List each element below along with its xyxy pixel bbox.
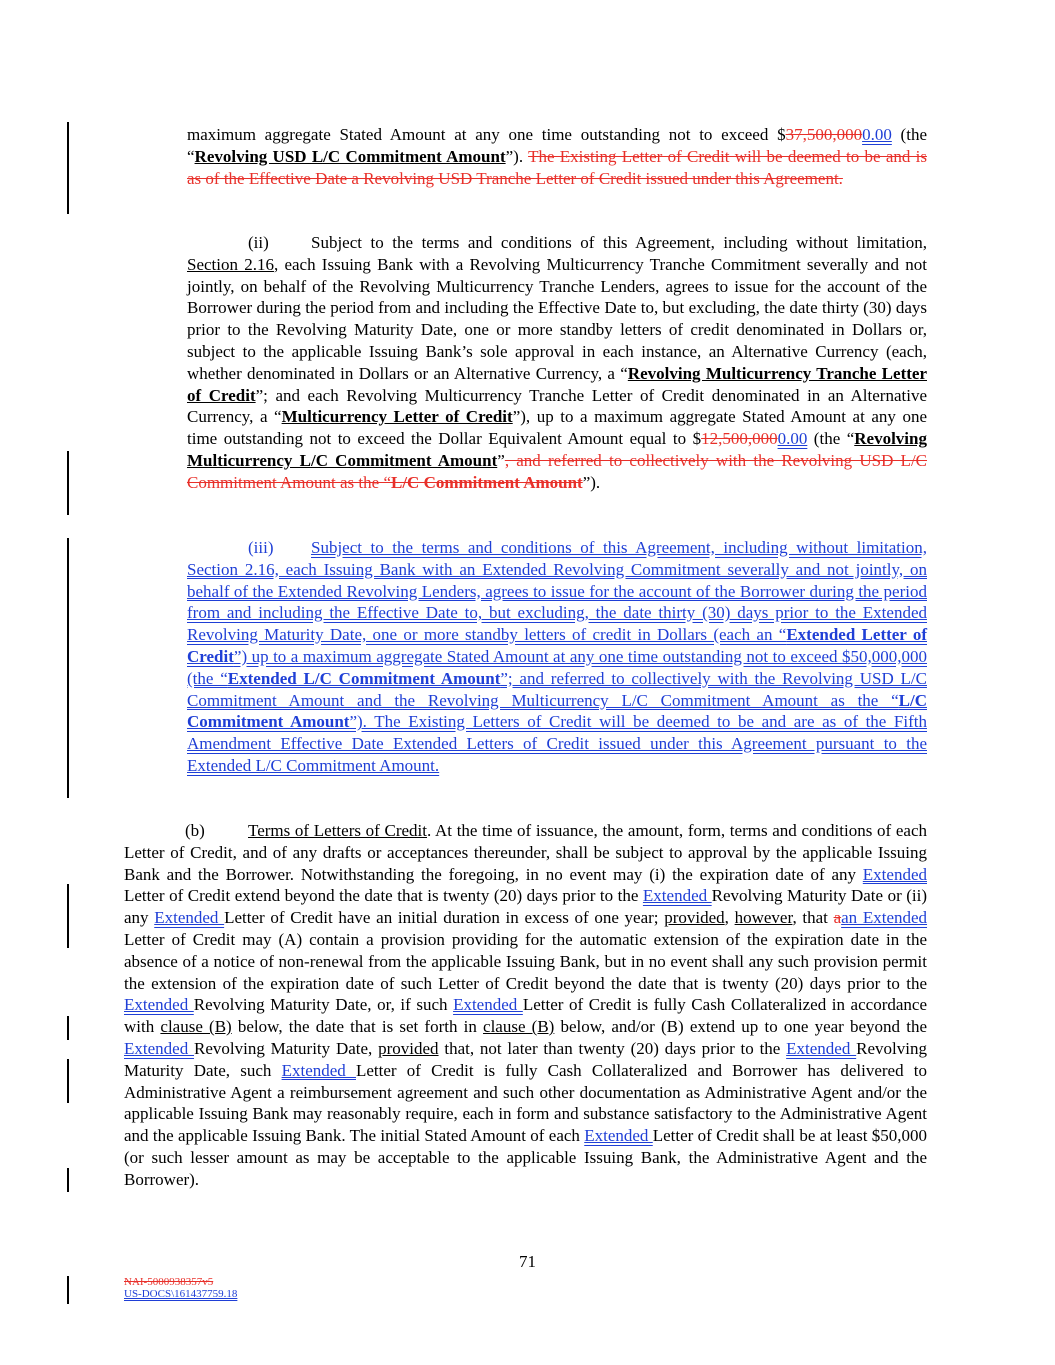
paragraph-b-terms-of-letters: (b) Terms of Letters of Credit. At the time of issuance, the amount, form, terms and conditions of each Letter of Credit, and of any drafts or acceptances thereunder, shall be subject to approval by the applicable Issuing Bank and the Borrower. Notwithstanding the foregoing, in no event may (i) the expiration date of any Extended Letter of Credit extend beyond the date that is twenty (20) days prior to the Extended Revolving Maturity Date or (ii) any Extended Letter of Credit have an initial duration in excess of one year; provided, however, that aan Extended Letter of Credit may (A) contain a provision providing for the automatic extension of the expiration date in the absence of a notice of non-renewal from the applicable Issuing Bank, but in no event shall any such provision permit the extension of the expiration date of such Letter of Credit beyond the date that is twenty (20) days prior to the Extended Revolving Maturity Date, or, if such Extended Letter of Credit is fully Cash Collateralized in accordance with clause (B) below, the date that is set forth in clause (B) below, and/or (B) extend up to one year beyond the Extended Revolving Maturity Date, provided that, not later than twenty (20) days prior to the Extended Revolving Maturity Date, such Extended Letter of Credit is fully Cash Collateralized and Borrower has delivered to Administrative Agent a reimbursement agreement and such other documentation as Administrative Agent and/or the applicable Issuing Bank may reasonably require, each in form and substance satisfactory to the Administrative Agent and the applicable Issuing Bank. The initial Stated Amount of each Extended Letter of Credit shall be at least $50,000 (or such lesser amount as may be acceptable to the applicable Issuing Bank, the Administrative Agent and the Borrower). [124, 821, 928, 1189]
defined-term: Revolving Multicurrency L/C Commitment Amount [187, 429, 927, 470]
new-document-id: US-DOCS\161437759.18 [124, 1288, 238, 1300]
paragraph-revolving-usd-lc: maximum aggregate Stated Amount at any one time outstanding not to exceed $37,500,0000.00 (the “Revolving USD L/C Commitment Amount”). The Existing Letter of Credit will be deemed to be and is as of the Effective Date a Revolving USD Tranche Letter of Credit issued under this Agreement. [187, 125, 927, 188]
change-bar [67, 451, 69, 515]
deleted-text: The Existing Letter of Credit will be deemed to be and is as of the Effective Date a Revolving USD Tranche Letter of Credit issued under this Agreement. [187, 146, 927, 188]
change-bar [67, 1016, 69, 1040]
defined-term: Extended L/C Commitment Amount [227, 668, 501, 688]
deleted-text: , and referred to collectively with the Revolving USD L/C Commitment Amount as the “ [187, 450, 928, 492]
section-reference: Section 2.16 [187, 254, 274, 274]
defined-term: Revolving Multicurrency Tranche Letter of Credit [187, 363, 927, 405]
change-bar [67, 1168, 69, 1192]
clause-number: (iii) [248, 538, 274, 557]
page-number: 71 [519, 1252, 536, 1271]
defined-term: Multicurrency Letter of Credit [281, 407, 513, 427]
change-bar [67, 1276, 69, 1304]
old-document-id: NAI-5000938357v5 [124, 1276, 214, 1288]
defined-term: Revolving USD L/C Commitment Amount [194, 146, 506, 166]
paragraph-iii-extended-inserted: (iii) Subject to the terms and conditions of this Agreement, including without limitation, Section 2.16, each Issuing Bank with an Extended Revolving Commitment severally and not jointly, on behalf of the Extended Revolving Lenders, agrees to issue for the account of the Borrower during the period from and including the Effective Date to, but excluding, the date thirty (30) days prior to the Extended Revolving Maturity Date, one or more standby letters of credit in Dollars (each an “Extended Letter of Credit”) up to a maximum aggregate Stated Amount at any one time outstanding not to exceed $50,000,000 (the “Extended L/C Commitment Amount”; and referred to collectively with the Revolving USD L/C Commitment Amount and the Revolving Multicurrency L/C Commitment Amount as the “L/C Commitment Amount”). The Existing Letters of Credit will be deemed to be and are as of the Fifth Amendment Effective Date Extended Letters of Credit issued under this Agreement pursuant to the Extended L/C Commitment Amount. [187, 538, 927, 775]
change-bar [67, 1059, 69, 1103]
change-bar [67, 122, 69, 214]
paragraph-ii-multicurrency: (ii) Subject to the terms and conditions of this Agreement, including without limitation, Section 2.16, each Issuing Bank with a Revolving Multicurrency Tranche Commitment severally and not jointly, on behalf of the Revolving Multicurrency Tranche Lenders, agrees to issue for the account of the Borrower during the period from and including the Effective Date to, but excluding, the date thirty (30) days prior to the Revolving Maturity Date, one or more standby letters of credit denominated in Dollars or, subject to the applicable Issuing Bank’s sole approval in each instance, an Alternative Currency (each, whether denominated in Dollars or an Alternative Currency, a “Revolving Multicurrency Tranche Letter of Credit”; and each Revolving Multicurrency Tranche Letter of Credit denominated in an Alternative Currency, a “Multicurrency Letter of Credit”), up to a maximum aggregate Stated Amount at any one time outstanding not to exceed the Dollar Equivalent Amount equal to $12,500,0000.00 (the “Revolving Multicurrency L/C Commitment Amount”, and referred to collectively with the Revolving USD L/C Commitment Amount as the “L/C Commitment Amount”). [187, 233, 928, 492]
defined-term: Extended Letter of Credit [187, 625, 927, 666]
defined-term: L/C Commitment Amount [187, 690, 927, 732]
clause-number: (b) [185, 821, 205, 840]
change-bar [67, 538, 69, 798]
clause-number: (ii) [248, 233, 269, 252]
section-heading: Terms of Letters of Credit [248, 821, 428, 840]
document-footer [124, 1276, 237, 1300]
change-bar [67, 884, 69, 948]
deleted-defined-term: L/C Commitment Amount [390, 472, 583, 492]
